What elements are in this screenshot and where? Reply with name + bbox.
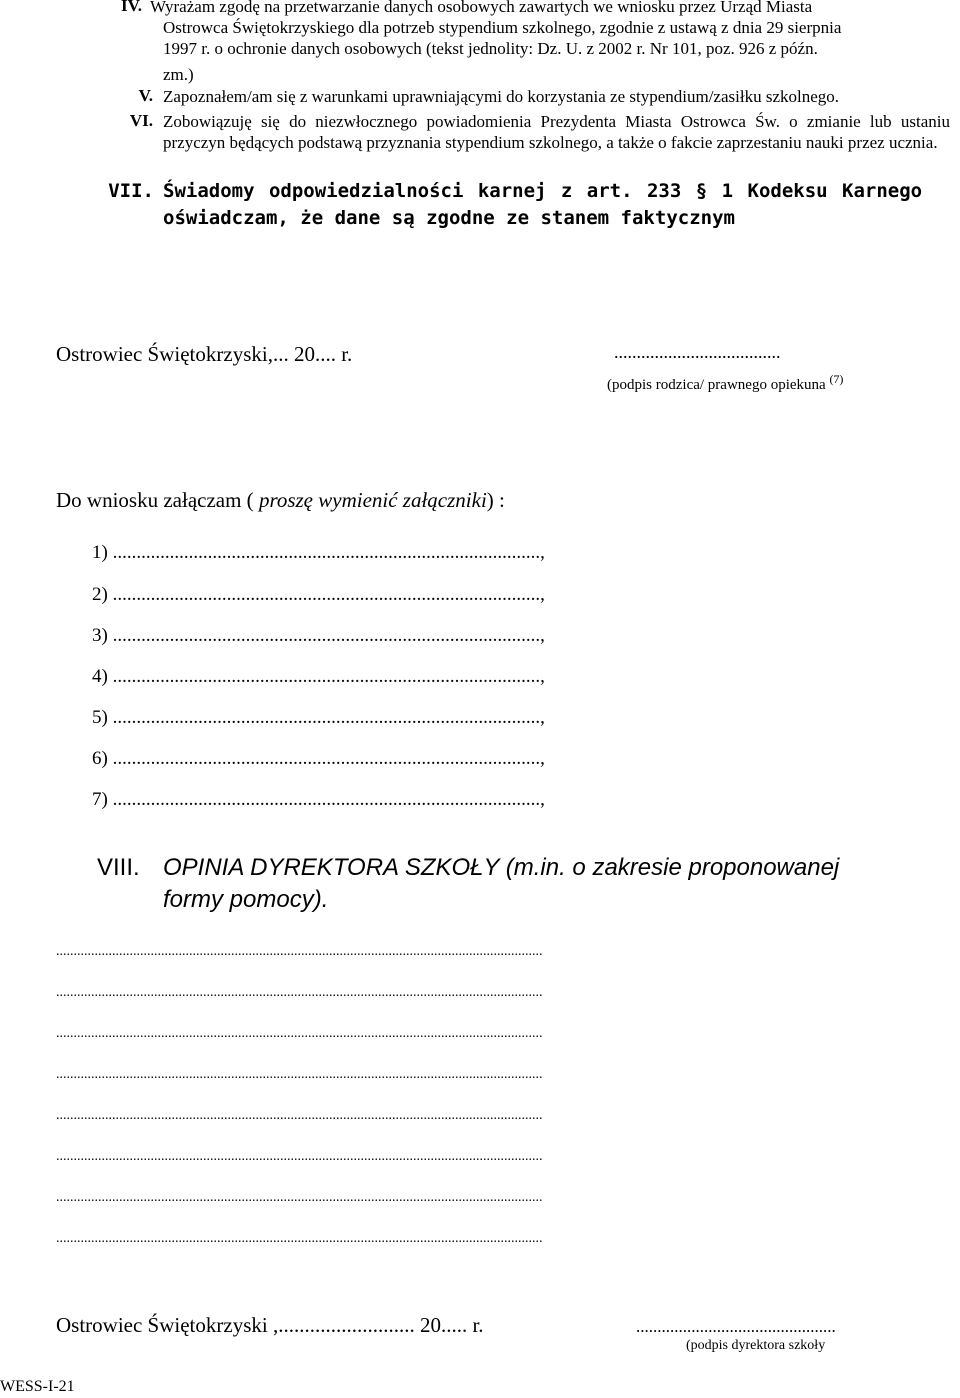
opinion-line-1: ........................................................................................................................................... bbox=[56, 944, 543, 959]
signature-1-dots: ..................................... bbox=[614, 342, 781, 362]
attachment-item-5: 5) .........................................................................................., bbox=[92, 707, 545, 728]
opinion-line-7: ........................................................................................................................................... bbox=[56, 1190, 543, 1205]
attachment-item-3: 3) .........................................................................................., bbox=[92, 625, 545, 646]
section-vii-line-2: oświadczam, że dane są zgodne ze stanem faktycznym bbox=[163, 207, 735, 229]
opinion-line-6: ........................................................................................................................................... bbox=[56, 1149, 543, 1164]
attachment-item-7: 7) .........................................................................................., bbox=[92, 789, 545, 810]
section-v-number: V. bbox=[138, 86, 153, 105]
section-iv-line-3: 1997 r. o ochronie danych osobowych (tekst jednolity: Dz. U. z 2002 r. Nr 101, poz. 926 z późn. bbox=[163, 39, 818, 58]
attachments-intro-italic: proszę wymienić załączniki bbox=[258, 488, 487, 512]
section-v-text: Zapoznałem/am się z warunkami uprawniającymi do korzystania ze stypendium/zasiłku szkolnego. bbox=[163, 87, 840, 106]
attachment-item-4: 4) .........................................................................................., bbox=[92, 666, 545, 687]
signature-1-caption-text: (podpis rodzica/ prawnego opiekuna bbox=[607, 377, 826, 393]
attachment-item-1: 1) .........................................................................................., bbox=[92, 542, 545, 563]
signature-1-place-date: Ostrowiec Świętokrzyski,... 20.... r. bbox=[56, 342, 353, 366]
opinion-line-4: ........................................................................................................................................... bbox=[56, 1067, 543, 1082]
section-viii-title-line-2: formy pomocy). bbox=[163, 886, 329, 913]
signature-1-footnote: (7) bbox=[829, 372, 844, 386]
section-iv-line-4: zm.) bbox=[163, 65, 194, 84]
attachment-item-2: 2) .........................................................................................., bbox=[92, 584, 545, 605]
signature-2-caption: (podpis dyrektora szkoły bbox=[686, 1338, 826, 1353]
attachment-item-6: 6) .........................................................................................., bbox=[92, 748, 545, 769]
opinion-line-5: ........................................................................................................................................... bbox=[56, 1108, 543, 1123]
section-vii-line-1: Świadomy odpowiedzialności karnej z art. 233 § 1 Kodeksu Karnego bbox=[163, 180, 923, 202]
signature-1-caption bbox=[607, 372, 843, 394]
signature-2-dots: ............................................... bbox=[636, 1317, 836, 1336]
section-vii-number: VII. bbox=[108, 180, 154, 202]
section-iv-line-1: Wyrażam zgodę na przetwarzanie danych osobowych zawartych we wniosku przez Urząd Miasta bbox=[150, 0, 813, 16]
footer-form-code: WESS-I-21 bbox=[0, 1378, 75, 1395]
section-vi-number: VI. bbox=[129, 111, 153, 130]
opinion-line-8: ........................................................................................................................................... bbox=[56, 1231, 543, 1246]
section-viii-title-line-1: OPINIA DYREKTORA SZKOŁY (m.in. o zakresie proponowanej bbox=[163, 854, 840, 881]
section-iv-line-2: Ostrowca Świętokrzyskiego dla potrzeb stypendium szkolnego, zgodnie z ustawą z dnia 29 sierpnia bbox=[163, 18, 842, 37]
signature-2-place-date: Ostrowiec Świętokrzyski ,.......................... 20..... r. bbox=[56, 1313, 484, 1337]
opinion-line-3: ........................................................................................................................................... bbox=[56, 1026, 543, 1041]
section-vi-text: Zobowiązuję się do niezwłocznego powiadomienia Prezydenta Miasta Ostrowca Św. o zmianie lub ustaniu przyczyn będących podstawą przyznania stypendium szkolnego, a także o fakcie zaprzestaniu nauki przez ucznia. bbox=[163, 112, 950, 152]
attachments-intro bbox=[56, 488, 505, 513]
attachments-intro-prefix: Do wniosku załączam ( bbox=[56, 488, 259, 512]
section-viii-number: VIII. bbox=[97, 854, 140, 881]
opinion-line-2: ........................................................................................................................................... bbox=[56, 985, 543, 1000]
section-iv-number: IV. bbox=[121, 0, 142, 15]
attachments-intro-suffix: ) : bbox=[486, 488, 505, 512]
